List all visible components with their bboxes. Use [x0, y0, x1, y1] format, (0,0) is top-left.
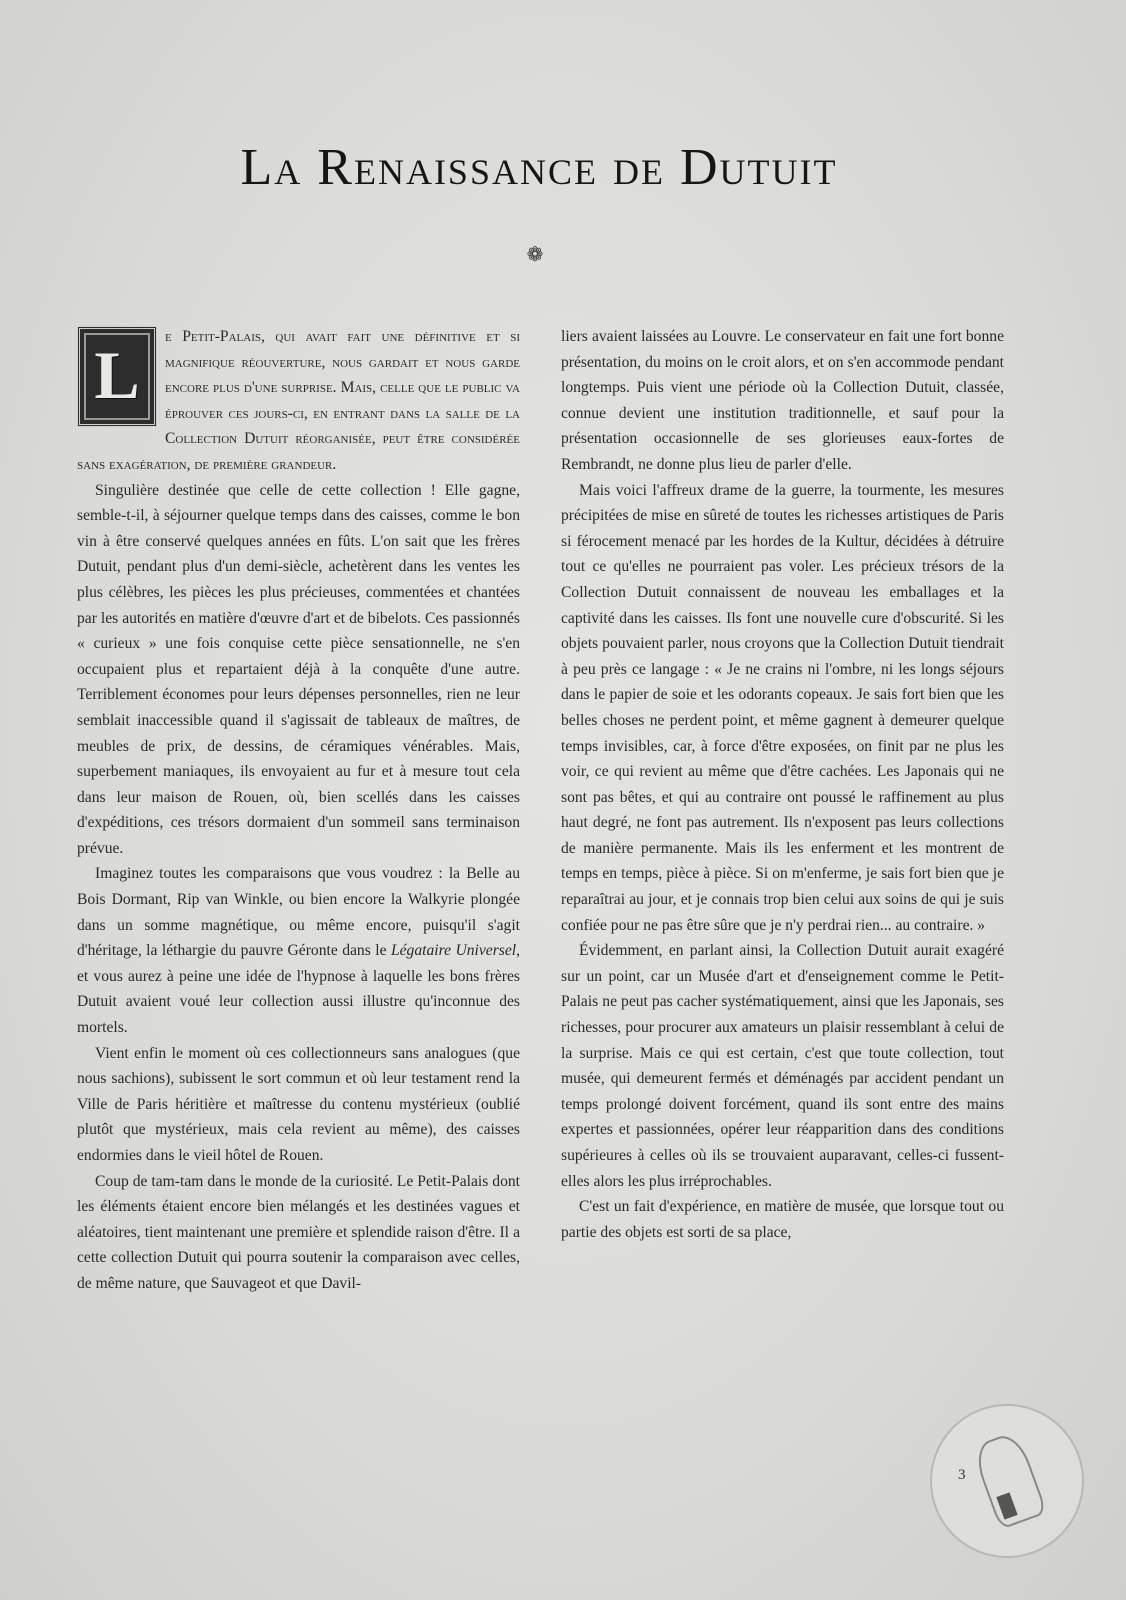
- paragraph-5: Coup de tam-tam dans le monde de la curiosité. Le Petit-Palais dont les éléments étaient encore bien mélangés et les destinées vagues et aléatoires, tient maintenant une première et splendide raison d'être. Il a cette collection Dutuit qui pourra soutenir la comparaison avec celles, de même nature, que Sauvageot et que Davil-: [77, 1172, 520, 1292]
- dropcap-ornament: [77, 326, 157, 427]
- paragraph-3: [77, 861, 520, 1040]
- paragraph-4: Vient enfin le moment où ces collectionneurs sans analogues (que nous sachions), subissent le sort commun et où leur testament rend la Ville de Paris héritière et maîtresse du contenu mystérieux (oublié plutôt que mystérieux, mais cela revient au même), des caisses endormies dans le vieil hôtel de Rouen.: [77, 1044, 520, 1164]
- paragraph-3-text-b: , et vous aurez à peine une idée de l'hypnose à laquelle les bons frères Dutuit avaient voué leur collection aussi illustre qu'inconnue des mortels.: [77, 942, 520, 1037]
- book-title: Légataire Universel: [390, 942, 517, 960]
- paragraph-7: Mais voici l'affreux drame de la guerre, la tourmente, les mesures précipitées de mise en sûreté de toutes les richesses artistiques de Paris si férocement menacé par les hordes de la Kultur, décidées à détruire tout ce qu'elles ne pourraient pas voler. Les précieux trésors de la Collection Dutuit connaissent de nouveau les emballages et la captivité dans les caisses. Ils font une nouvelle cure d'obscurité. Si les objets pouvaient parler, nous croyons que la Collection Dutuit tiendrait à peu près ce langage : « Je ne crains ni l'ombre, ni les longs séjours dans le papier de soie et les odorants copeaux. Je sais fort bien que les belles choses ne perdent point, et même gagnent à demeurer quelque temps invisibles, car, à force d'être exposées, on finit par ne plus les voir, ce qui revient au même que d'être cachées. Les Japonais qui ne sont pas bêtes, et qui au contraire ont poussé le raffinement au plus haut degré, ne font pas autrement. Ils n'exposent pas leurs collections de manière permanente. Mais ils les enferment et les montrent de temps en temps, pièce à pièce. Si on m'enferme, je sais fort bien que je reparaîtrai au jour, et je connais trop bien celui aux soins de qui je suis confiée pour ne pas être sûre que je n'y perdrai rien... au contraire. »: [561, 481, 1004, 934]
- paragraph-6: liers avaient laissées au Louvre. Le conservateur en fait une fort bonne présentation, du moins on le croit alors, et on s'en accommode pendant longtemps. Puis vient une période où la Collection Dutuit, classée, connue devient une institution traditionnelle, et sauf pour la présentation occasionnelle de ses glorieuses eaux-fortes de Rembrandt, ne donne plus lieu de parler d'elle.: [561, 328, 1004, 473]
- paragraph-3-text-a: Imaginez toutes les comparaisons que vous voudrez : la Belle au Bois Dormant, Rip van Winkle, ou bien encore la Walkyrie plongée dans un somme magnétique, ou même encore, puisqu'il s'agit d'héritage, la léthargie du pauvre Géronte dans le: [77, 865, 520, 960]
- left-column: [77, 324, 520, 1297]
- page-title: La Renaissance de Dutuit: [240, 139, 838, 196]
- page-number: 3: [958, 1467, 966, 1483]
- paragraph-1-text: e Petit-Palais, qui avait fait une définitive et si magnifique réouverture, nous gardait et nous garde encore plus d'une surprise. Mais, celle que le public va éprouver ces jours-ci, en entrant dans la salle de la Collection Dutuit réorganisée, peut être considérée sans exagération, de première grandeur.: [77, 328, 520, 473]
- library-stamp: [930, 1404, 1084, 1558]
- dropcap-letter: L: [94, 337, 140, 413]
- paragraph-9: C'est un fait d'expérience, en matière de musée, que lorsque tout ou partie des objets est sorti de sa place,: [561, 1198, 1004, 1241]
- paragraph-2: Singulière destinée que celle de cette collection ! Elle gagne, semble-t-il, à séjourner quelque temps dans des caisses, comme le bon vin à être conservé quelques années en fûts. L'on sait que les frères Dutuit, pendant plus d'un demi-siècle, achetèrent dans les ventes les plus célèbres, les pièces les plus précieuses, commentées et chantées par les autorités en matière d'œuvre d'art et de bibelots. Ces passionnés « curieux » une fois conquise cette pièce sensationnelle, ne s'en occupaient plus et repartaient déjà à la conquête d'une autre. Terriblement économes pour leurs dépenses personnelles, rien ne leur semblait inaccessible quand il s'agissait de tableaux de maîtres, de meubles de prix, de dessins, de céramiques vénérables. Mais, superbement maniaques, ils envoyaient au fur et à mesure tout cela dans leur maison de Rouen, où, bien scellés dans les caisses d'expéditions, ces trésors dormaient d'un sommeil sans terminaison prévue.: [77, 481, 520, 857]
- right-column: [561, 324, 1004, 1245]
- paragraph-1: [77, 324, 520, 478]
- paragraph-8: Évidemment, en parlant ainsi, la Collection Dutuit aurait exagéré sur un point, car un Musée d'art et d'enseignement comme le Petit-Palais ne peut pas cacher systématiquement, ainsi que les Japonais, ses richesses, pour procurer aux amateurs un plaisir ressemblant à celui de la surprise. Mais ce qui est certain, c'est que toute collection, tout musée, qui demeurent fermés et déménagés par accident pendant un temps prolongé doivent forcément, quand ils sont entre des mains expertes et passionnées, opérer leur réapparition dans des conditions supérieures à celles où ils se trouvaient auparavant, celles-ci fussent-elles alors les plus irréprochables.: [561, 942, 1004, 1190]
- ornament-icon: ❁: [526, 244, 544, 266]
